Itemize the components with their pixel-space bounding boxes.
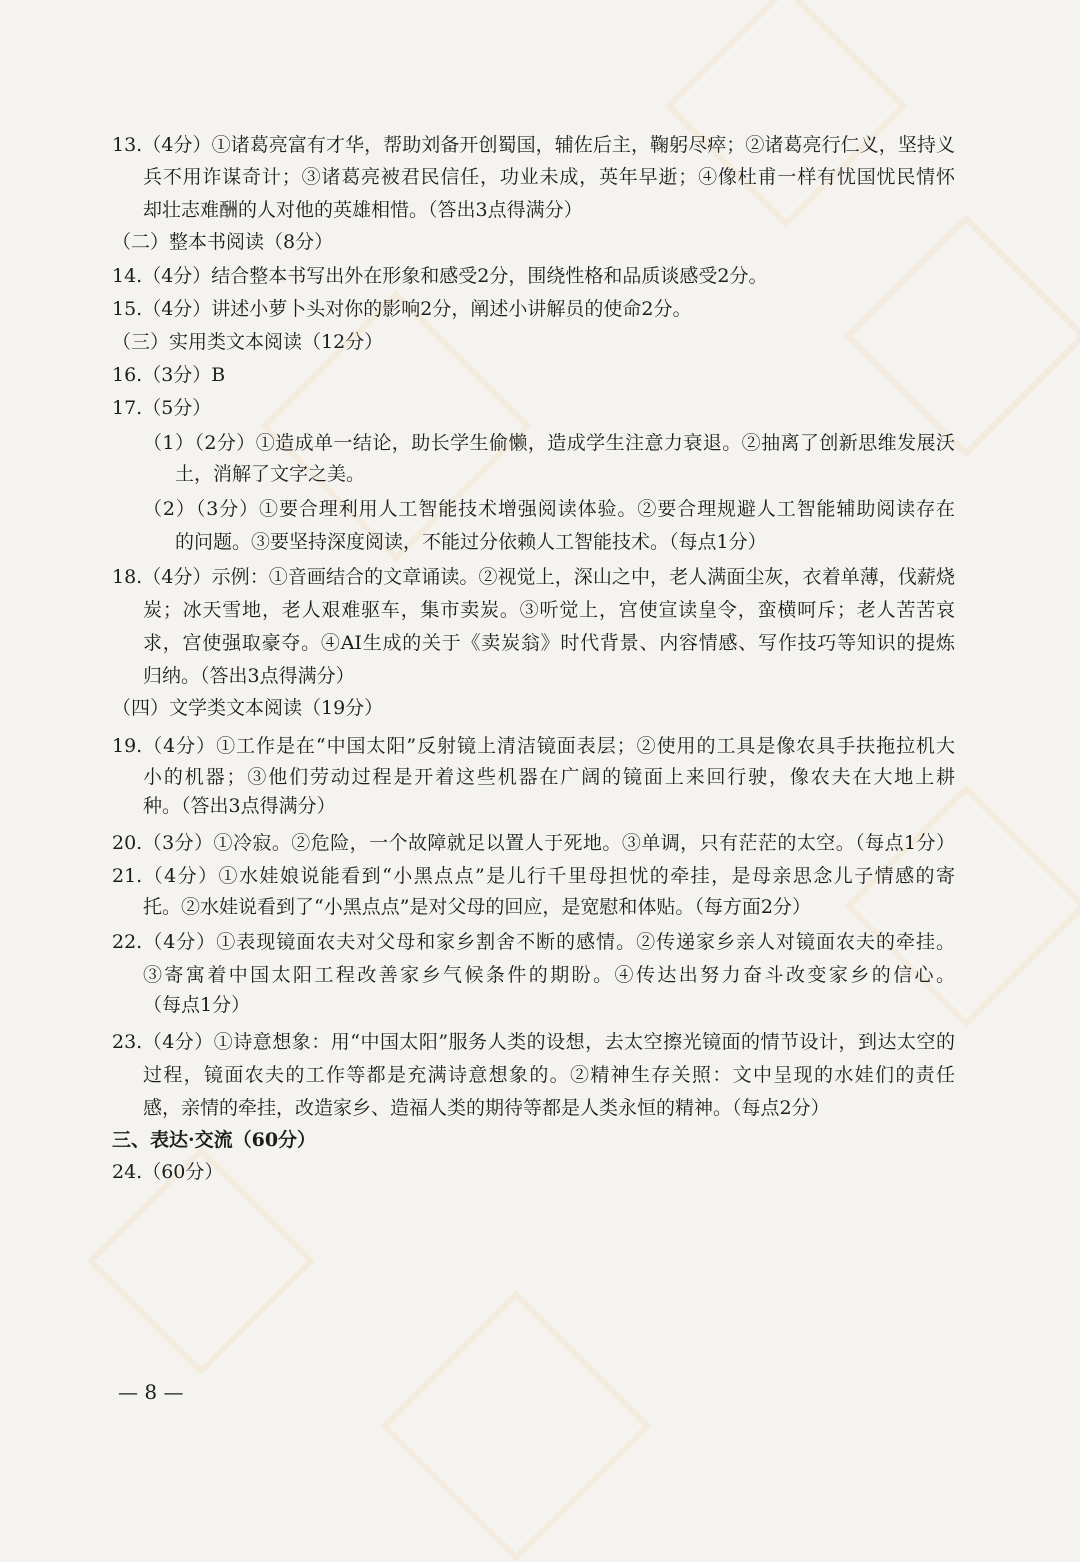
section-heading: （三）实用类文本阅读（12分） — [112, 331, 384, 353]
answer-line: （2）（3分）①要合理利用人工智能技术增强阅读体验。②要合理规避人工智能辅助阅读存在 — [143, 498, 955, 520]
answer-line: 13.（4分）①诸葛亮富有才华，帮助刘备开创蜀国，辅佐后主，鞠躬尽瘁；②诸葛亮行仁义，坚持义 — [112, 134, 955, 156]
answer-line: （每点1分） — [143, 994, 251, 1016]
section-heading: （二）整本书阅读（8分） — [112, 231, 334, 253]
answer-line: 却壮志难酬的人对他的英雄相惜。（答出3点得满分） — [143, 199, 583, 221]
answer-line: 种。（答出3点得满分） — [143, 795, 336, 817]
answer-line: 16.（3分）B — [112, 364, 226, 386]
answer-line: 18.（4分）示例：①音画结合的文章诵读。②视觉上，深山之中，老人满面尘灰，衣着单薄，伐薪烧 — [112, 566, 955, 588]
answer-line: 感，亲情的牵挂，改造家乡、造福人类的期待等都是人类永恒的精神。（每点2分） — [143, 1097, 830, 1119]
answer-line: 小的机器；③他们劳动过程是开着这些机器在广阔的镜面上来回行驶，像农夫在大地上耕 — [143, 766, 955, 788]
answer-line: 炭；冰天雪地，老人艰难驱车，集市卖炭。③听觉上，宫使宣读皇令，蛮横呵斥；老人苦苦哀 — [143, 599, 955, 621]
answer-line: 21.（4分）①水娃娘说能看到“小黑点点”是儿行千里母担忧的牵挂，是母亲思念儿子情感的寄 — [112, 865, 955, 887]
answer-line: 24.（60分） — [112, 1161, 224, 1183]
answer-line: 兵不用诈谋奇计；③诸葛亮被君民信任，功业未成，英年早逝；④像杜甫一样有忧国忧民情怀 — [143, 166, 955, 188]
answer-line: 过程，镜面农夫的工作等都是充满诗意想象的。②精神生存关照：文中呈现的水娃们的责任 — [143, 1064, 955, 1086]
answer-line: 19.（4分）①工作是在“中国太阳”反射镜上清洁镜面表层；②使用的工具是像农具手扶拖拉机大 — [112, 735, 955, 757]
answer-line: 14.（4分）结合整本书写出外在形象和感受2分，围绕性格和品质谈感受2分。 — [112, 265, 768, 287]
page-number: — 8 — — [118, 1380, 184, 1404]
answer-line: 23.（4分）①诗意想象：用“中国太阳”服务人类的设想，去太空擦光镜面的情节设计，到达太空的 — [112, 1031, 955, 1053]
answer-line: 托。②水娃说看到了“小黑点点”是对父母的回应，是宽慰和体贴。（每方面2分） — [143, 896, 812, 918]
answer-line: 20.（3分）①冷寂。②危险，一个故障就足以置人于死地。③单调，只有茫茫的太空。（每点1分） — [112, 832, 955, 854]
answer-line: 22.（4分）①表现镜面农夫对父母和家乡割舍不断的感情。②传递家乡亲人对镜面农夫的牵挂。 — [112, 931, 955, 953]
answer-line: 归纳。（答出3点得满分） — [143, 665, 355, 687]
answer-line: （1）（2分）①造成单一结论，助长学生偷懒，造成学生注意力衰退。②抽离了创新思维发展沃 — [143, 432, 955, 454]
answer-line: 土，消解了文字之美。 — [175, 463, 366, 485]
answer-line: 17.（5分） — [112, 397, 212, 419]
section-heading: 三、表达·交流（60分） — [112, 1129, 317, 1151]
answer-line: 15.（4分）讲述小萝卜头对你的影响2分，阐述小讲解员的使命2分。 — [112, 298, 692, 320]
answer-line: 求，宫使强取豪夺。④AI生成的关于《卖炭翁》时代背景、内容情感、写作技巧等知识的提炼 — [143, 632, 955, 654]
answer-line: ③寄寓着中国太阳工程改善家乡气候条件的期盼。④传达出努力奋斗改变家乡的信心。 — [143, 964, 955, 986]
section-heading: （四）文学类文本阅读（19分） — [112, 697, 384, 719]
answer-line: 的问题。③要坚持深度阅读，不能过分依赖人工智能技术。（每点1分） — [175, 531, 767, 553]
